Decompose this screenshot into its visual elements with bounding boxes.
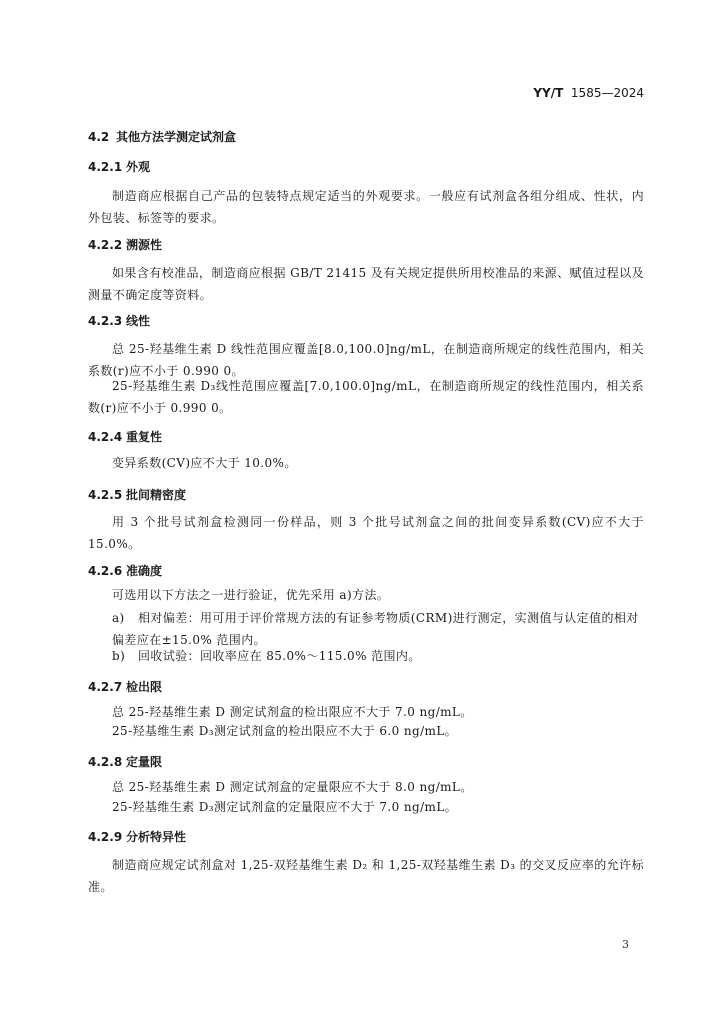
section-heading-4-2-4: 4.2.4 重复性: [88, 430, 163, 444]
section-heading-4-2-1: 4.2.1 外观: [88, 160, 151, 174]
paragraph-lod-total: 总 25-羟基维生素 D 测定试剂盒的检出限应不大于 7.0 ng/mL。: [112, 705, 473, 719]
paragraph-appearance: 制造商应根据自己产品的包装特点规定适当的外观要求。一般应有试剂盒各组分组成、性状，内外包装、标签等的要求。: [88, 189, 644, 225]
paragraph-linearity-d3: 25-羟基维生素 D₃线性范围应覆盖[7.0,100.0]ng/mL，在制造商所规定的线性范围内，相关系数(r)应不小于 0.990 0。: [88, 379, 644, 415]
paragraph-loq-d3: 25-羟基维生素 D₃测定试剂盒的定量限应不大于 7.0 ng/mL。: [112, 800, 458, 814]
paragraph-specificity: 制造商应规定试剂盒对 1,25-双羟基维生素 D₂ 和 1,25-双羟基维生素 D₃ 的交叉反应率的允许标准。: [88, 858, 644, 894]
paragraph-lod-d3: 25-羟基维生素 D₃测定试剂盒的检出限应不大于 6.0 ng/mL。: [112, 724, 458, 738]
paragraph-loq-total: 总 25-羟基维生素 D 测定试剂盒的定量限应不大于 8.0 ng/mL。: [112, 780, 473, 794]
paragraph-linearity-total: 总 25-羟基维生素 D 线性范围应覆盖[8.0,100.0]ng/mL，在制造商所规定的线性范围内，相关系数(r)应不小于 0.990 0。: [88, 342, 644, 378]
section-heading-4-2: 4.2 其他方法学测定试剂盒: [88, 130, 237, 144]
list-item-accuracy-b: b) 回收试验：回收率应在 85.0%～115.0% 范围内。: [112, 649, 421, 663]
standard-prefix: YY/T: [533, 86, 564, 100]
section-heading-4-2-7: 4.2.7 检出限: [88, 680, 163, 694]
standard-number: [533, 86, 644, 100]
section-heading-4-2-5: 4.2.5 批间精密度: [88, 488, 187, 502]
section-heading-4-2-3: 4.2.3 线性: [88, 314, 151, 328]
section-heading-4-2-2: 4.2.2 溯源性: [88, 238, 163, 252]
page-number: 3: [622, 938, 629, 951]
paragraph-traceability: 如果含有校准品，制造商应根据 GB/T 21415 及有关规定提供所用校准品的来源、赋值过程以及测量不确定度等资料。: [88, 266, 644, 302]
paragraph-lot-precision: 用 3 个批号试剂盒检测同一份样品，则 3 个批号试剂盒之间的批间变异系数(CV)应不大于 15.0%。: [88, 515, 644, 551]
paragraph-accuracy-intro: 可选用以下方法之一进行验证，优先采用 a)方法。: [112, 588, 390, 602]
section-heading-4-2-8: 4.2.8 定量限: [88, 755, 163, 769]
section-heading-4-2-9: 4.2.9 分析特异性: [88, 830, 187, 844]
standard-code: 1585—2024: [570, 86, 644, 100]
paragraph-repeatability: 变异系数(CV)应不大于 10.0%。: [112, 456, 297, 470]
list-item-accuracy-a: a) 相对偏差：用可用于评价常规方法的有证参考物质(CRM)进行测定，实测值与认定值的相对偏差应在±15.0% 范围内。: [112, 611, 639, 647]
section-heading-4-2-6: 4.2.6 准确度: [88, 564, 163, 578]
